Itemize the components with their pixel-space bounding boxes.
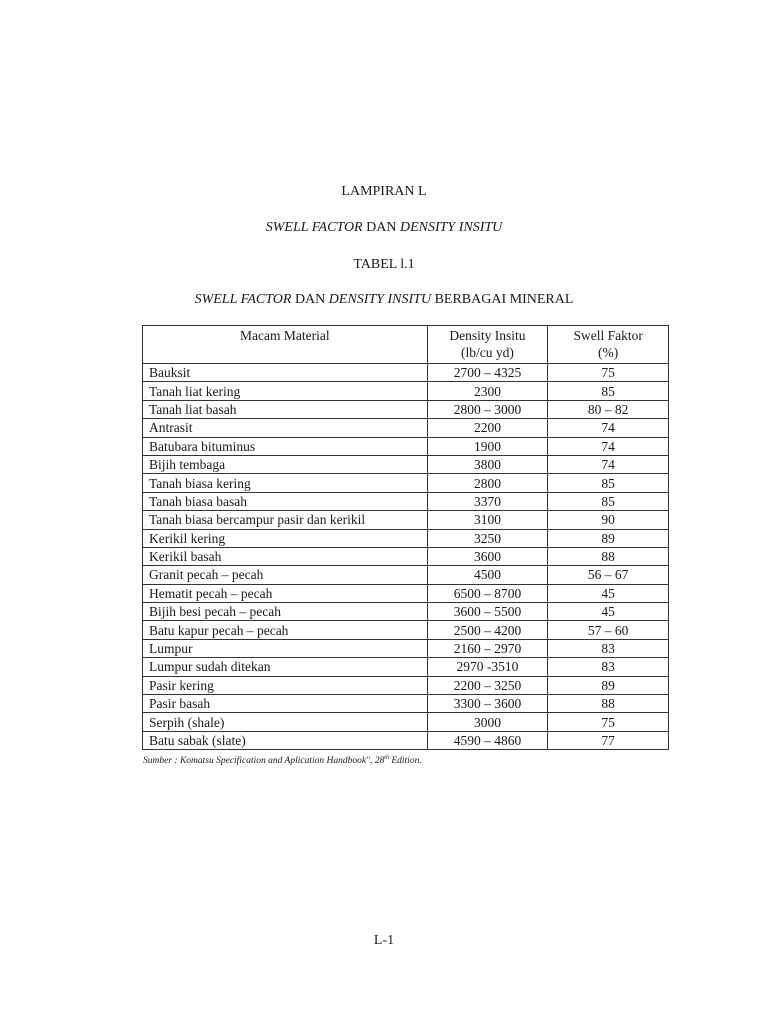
table-row bbox=[143, 364, 669, 382]
cell-density: 3250 bbox=[427, 529, 548, 547]
cell-density: 1900 bbox=[427, 437, 548, 455]
cell-swell: 77 bbox=[548, 731, 669, 749]
source-text: Sumber : Komatsu Specification and Aplication Handbook", 28 bbox=[143, 756, 385, 767]
cell-swell: 89 bbox=[548, 676, 669, 694]
cell-swell: 75 bbox=[548, 713, 669, 731]
cell-material: Tanah liat kering bbox=[143, 382, 428, 400]
cell-density: 3800 bbox=[427, 455, 548, 473]
cell-material: Kerikil kering bbox=[143, 529, 428, 547]
table-title bbox=[0, 291, 768, 309]
cell-density: 2160 – 2970 bbox=[427, 639, 548, 657]
cell-material: Lumpur bbox=[143, 639, 428, 657]
cell-density: 2700 – 4325 bbox=[427, 364, 548, 382]
source-superscript: th bbox=[384, 755, 389, 761]
cell-material: Tanah biasa bercampur pasir dan kerikil bbox=[143, 511, 428, 529]
table-body bbox=[143, 364, 669, 750]
cell-density: 2970 -3510 bbox=[427, 658, 548, 676]
table-row bbox=[143, 382, 669, 400]
table-row bbox=[143, 584, 669, 602]
cell-material: Bauksit bbox=[143, 364, 428, 382]
cell-swell: 74 bbox=[548, 437, 669, 455]
cell-material: Pasir kering bbox=[143, 676, 428, 694]
subtitle-swell-factor: SWELL FACTOR bbox=[265, 220, 363, 235]
table-row bbox=[143, 676, 669, 694]
table-label: TABEL l.1 bbox=[353, 257, 415, 272]
table-row bbox=[143, 455, 669, 473]
table-row bbox=[143, 547, 669, 565]
table-row bbox=[143, 492, 669, 510]
table-row bbox=[143, 658, 669, 676]
appendix-subtitle bbox=[0, 219, 768, 237]
cell-material: Batu sabak (slate) bbox=[143, 731, 428, 749]
cell-material: Lumpur sudah ditekan bbox=[143, 658, 428, 676]
source-suffix: Edition. bbox=[388, 756, 422, 767]
cell-material: Tanah biasa basah bbox=[143, 492, 428, 510]
cell-swell: 85 bbox=[548, 492, 669, 510]
cell-density: 4590 – 4860 bbox=[427, 731, 548, 749]
table-title-density-insitu: DENSITY INSITU bbox=[328, 292, 432, 307]
table-row bbox=[143, 713, 669, 731]
cell-swell: 83 bbox=[548, 658, 669, 676]
cell-material: Granit pecah – pecah bbox=[143, 566, 428, 584]
table-title-suffix: BERBAGAI MINERAL bbox=[431, 292, 574, 307]
header-material: Macam Material bbox=[143, 326, 428, 364]
cell-material: Batubara bituminus bbox=[143, 437, 428, 455]
cell-density: 2200 – 3250 bbox=[427, 676, 548, 694]
header-density-line1: Density Insitu bbox=[449, 328, 526, 343]
table-row bbox=[143, 419, 669, 437]
cell-material: Tanah liat basah bbox=[143, 400, 428, 418]
cell-swell: 80 – 82 bbox=[548, 400, 669, 418]
cell-material: Batu kapur pecah – pecah bbox=[143, 621, 428, 639]
table-row bbox=[143, 400, 669, 418]
cell-density: 6500 – 8700 bbox=[427, 584, 548, 602]
cell-swell: 83 bbox=[548, 639, 669, 657]
cell-swell: 74 bbox=[548, 419, 669, 437]
cell-density: 2200 bbox=[427, 419, 548, 437]
table-row bbox=[143, 529, 669, 547]
table-title-swell-factor: SWELL FACTOR bbox=[194, 292, 292, 307]
table-header-row bbox=[143, 326, 669, 364]
cell-density: 2300 bbox=[427, 382, 548, 400]
header-swell-line2: (%) bbox=[598, 345, 619, 360]
cell-density: 2800 – 3000 bbox=[427, 400, 548, 418]
header-swell bbox=[548, 326, 669, 364]
cell-material: Kerikil basah bbox=[143, 547, 428, 565]
cell-material: Hematit pecah – pecah bbox=[143, 584, 428, 602]
table-row bbox=[143, 566, 669, 584]
cell-material: Bijih tembaga bbox=[143, 455, 428, 473]
cell-density: 2500 – 4200 bbox=[427, 621, 548, 639]
cell-density: 3100 bbox=[427, 511, 548, 529]
table-row bbox=[143, 603, 669, 621]
cell-density: 4500 bbox=[427, 566, 548, 584]
cell-swell: 88 bbox=[548, 695, 669, 713]
cell-density: 3600 bbox=[427, 547, 548, 565]
cell-swell: 45 bbox=[548, 603, 669, 621]
cell-material: Tanah biasa kering bbox=[143, 474, 428, 492]
cell-density: 3000 bbox=[427, 713, 548, 731]
table-title-dan: DAN bbox=[291, 292, 329, 307]
subtitle-dan: DAN bbox=[362, 220, 400, 235]
cell-swell: 89 bbox=[548, 529, 669, 547]
cell-density: 3300 – 3600 bbox=[427, 695, 548, 713]
cell-density: 2800 bbox=[427, 474, 548, 492]
cell-swell: 85 bbox=[548, 474, 669, 492]
cell-swell: 90 bbox=[548, 511, 669, 529]
cell-swell: 45 bbox=[548, 584, 669, 602]
cell-swell: 74 bbox=[548, 455, 669, 473]
cell-swell: 56 – 67 bbox=[548, 566, 669, 584]
cell-swell: 75 bbox=[548, 364, 669, 382]
table-row bbox=[143, 511, 669, 529]
cell-material: Serpih (shale) bbox=[143, 713, 428, 731]
cell-swell: 57 – 60 bbox=[548, 621, 669, 639]
header-density bbox=[427, 326, 548, 364]
cell-material: Pasir basah bbox=[143, 695, 428, 713]
table-row bbox=[143, 639, 669, 657]
cell-density: 3370 bbox=[427, 492, 548, 510]
table-row bbox=[143, 695, 669, 713]
cell-material: Antrasit bbox=[143, 419, 428, 437]
mineral-table bbox=[142, 325, 669, 750]
subtitle-density-insitu: DENSITY INSITU bbox=[399, 220, 503, 235]
appendix-title: LAMPIRAN L bbox=[341, 184, 427, 199]
table-row bbox=[143, 474, 669, 492]
header-density-line2: (lb/cu yd) bbox=[461, 345, 514, 360]
cell-swell: 85 bbox=[548, 382, 669, 400]
table-row bbox=[143, 621, 669, 639]
table-row bbox=[143, 731, 669, 749]
cell-density: 3600 – 5500 bbox=[427, 603, 548, 621]
header-swell-line1: Swell Faktor bbox=[573, 328, 643, 343]
cell-material: Bijih besi pecah – pecah bbox=[143, 603, 428, 621]
page-number: L-1 bbox=[373, 933, 395, 948]
source-note bbox=[143, 752, 422, 767]
cell-swell: 88 bbox=[548, 547, 669, 565]
table-row bbox=[143, 437, 669, 455]
